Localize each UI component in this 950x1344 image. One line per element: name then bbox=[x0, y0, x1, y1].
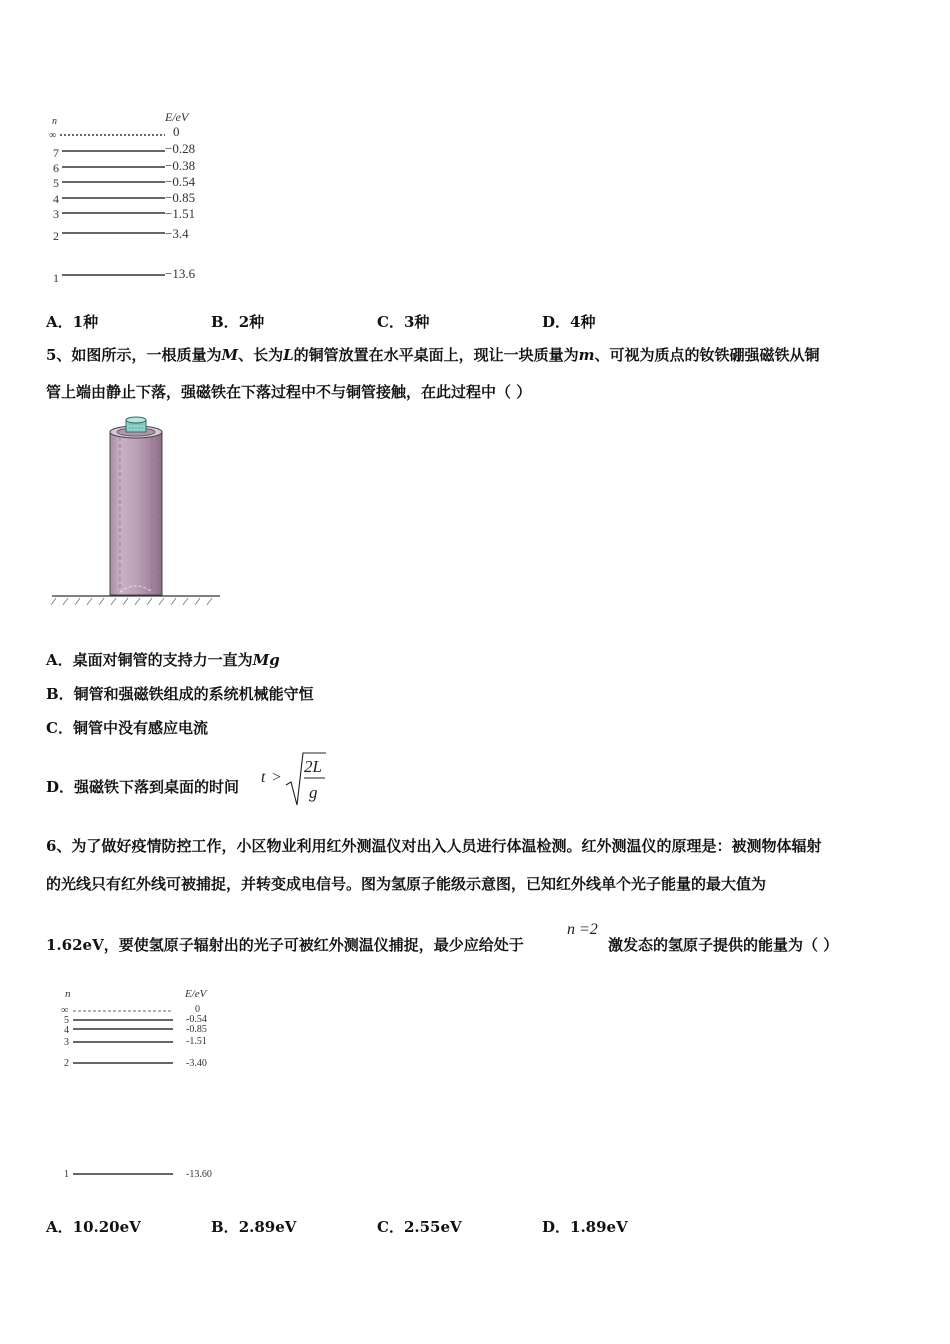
formula-t-sqrt bbox=[258, 750, 330, 808]
q5-option-b[interactable]: B．铜管和强磁铁组成的系统机械能守恒 bbox=[46, 685, 314, 703]
n-axis-label: n bbox=[52, 116, 57, 127]
level-e-1: -13.60 bbox=[186, 1169, 212, 1180]
q5-option-d[interactable]: D．强磁铁下落到桌面的时间 bbox=[46, 778, 240, 796]
formula-numerator: 2L bbox=[304, 757, 322, 776]
level-n-7: 7 bbox=[53, 146, 59, 160]
level-e-5: −0.54 bbox=[165, 174, 196, 189]
level-n-4: 4 bbox=[64, 1025, 69, 1036]
level-n-4: 4 bbox=[53, 192, 59, 206]
q4-option-c[interactable]: C．3种 bbox=[377, 313, 430, 331]
table-surface bbox=[51, 596, 220, 605]
level-n-5: 5 bbox=[64, 1015, 69, 1026]
level-e-3: -1.51 bbox=[186, 1036, 207, 1047]
level-e-inf: 0 bbox=[195, 1004, 200, 1015]
q5-option-c[interactable]: C．铜管中没有感应电流 bbox=[46, 719, 208, 737]
q4-option-b[interactable]: B．2种 bbox=[211, 313, 265, 331]
level-n-5: 5 bbox=[53, 176, 59, 190]
level-e-3: −1.51 bbox=[165, 206, 196, 221]
level-e-inf: 0 bbox=[173, 124, 180, 139]
level-e-5: -0.54 bbox=[186, 1014, 207, 1025]
q4-option-d[interactable]: D．4种 bbox=[542, 313, 596, 331]
level-e-6: −0.38 bbox=[165, 158, 196, 173]
q6-option-b[interactable]: B．2.89eV bbox=[211, 1218, 297, 1236]
level-n-inf: ∞ bbox=[49, 130, 57, 141]
q6-stem-line-1: 6、为了做好疫情防控工作，小区物业利用红外测温仪对出入人员进行体温检测。红外测温仪的原理是：被测物体辐射 bbox=[46, 837, 822, 855]
level-e-2: -3.40 bbox=[186, 1058, 207, 1069]
energy-axis-label: E/eV bbox=[185, 988, 207, 1000]
level-e-4: −0.85 bbox=[165, 190, 196, 205]
level-n-2: 2 bbox=[64, 1058, 69, 1069]
level-n-2: 2 bbox=[53, 229, 59, 243]
n-axis-label: n bbox=[65, 988, 71, 1000]
level-e-7: −0.28 bbox=[165, 141, 196, 156]
formula-t: t bbox=[261, 769, 266, 786]
energy-axis-label: E/eV bbox=[165, 110, 189, 124]
level-n-1: 1 bbox=[53, 271, 59, 285]
q6-stem-line-2: 的光线只有红外线可被捕捉，并转变成电信号。图为氢原子能级示意图，已知红外线单个光子能量的最大值为 bbox=[46, 875, 767, 893]
level-n-3: 3 bbox=[64, 1037, 69, 1048]
copper-pipe bbox=[110, 426, 162, 595]
level-n-1: 1 bbox=[64, 1169, 69, 1180]
level-n-inf: ∞ bbox=[61, 1005, 69, 1016]
magnet bbox=[126, 417, 146, 432]
level-e-1: −13.6 bbox=[165, 266, 196, 281]
energy-level-diagram-1 bbox=[40, 105, 220, 290]
q6-option-c[interactable]: C．2.55eV bbox=[377, 1218, 462, 1236]
q6-option-a[interactable]: A．10.20eV bbox=[46, 1218, 141, 1236]
level-n-3: 3 bbox=[53, 207, 59, 221]
formula-gt: > bbox=[272, 769, 282, 786]
level-e-2: −3.4 bbox=[165, 226, 189, 241]
q5-stem-line-1: 5、如图所示，一根质量为M、长为L的铜管放置在水平桌面上，现让一块质量为m、可视为质点的钕铁硼强磁铁从铜 bbox=[46, 346, 820, 364]
q5-option-a[interactable]: A．桌面对铜管的支持力一直为Mg bbox=[46, 651, 280, 669]
q6-option-d[interactable]: D．1.89eV bbox=[542, 1218, 628, 1236]
level-e-4: -0.85 bbox=[186, 1024, 207, 1035]
level-n-6: 6 bbox=[53, 161, 59, 175]
formula-denominator: g bbox=[309, 783, 318, 802]
energy-level-diagram-2 bbox=[55, 985, 235, 1185]
q6-stem-line-3b: 激发态的氢原子提供的能量为（ ） bbox=[608, 936, 839, 954]
copper-pipe-figure bbox=[48, 412, 224, 612]
q6-n-equals-2: n =2 bbox=[567, 921, 598, 938]
q6-stem-line-3a: 1.62eV，要使氢原子辐射出的光子可被红外测温仪捕捉，最少应给处于 bbox=[46, 936, 524, 954]
q5-stem-line-2: 管上端由静止下落，强磁铁在下落过程中不与铜管接触，在此过程中（ ） bbox=[46, 383, 532, 401]
q4-option-a[interactable]: A．1种 bbox=[46, 313, 99, 331]
